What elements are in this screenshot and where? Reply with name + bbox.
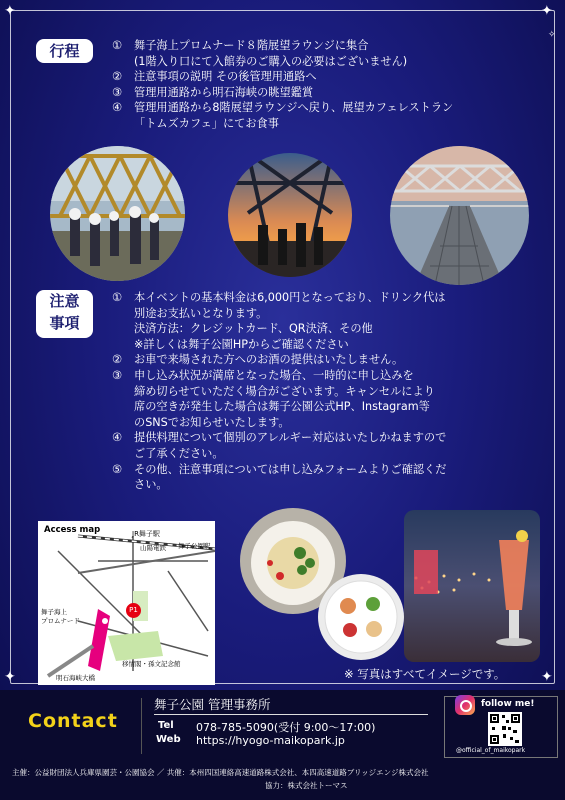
item-text: さい。 (134, 478, 168, 492)
notes-list-item (112, 368, 542, 384)
notes-list-item (112, 352, 542, 368)
appetizer-plate-photo (318, 574, 404, 660)
web-url-link[interactable]: https://hyogo-maikopark.jp (196, 734, 345, 747)
tel-value[interactable]: 078-785-5090(受付 9:00～17:00) (196, 721, 376, 734)
photo-disclaimer: ※ 写真はすべてイメージです。 (344, 667, 506, 681)
map-parking-badge: P1 (126, 603, 141, 618)
itinerary-list (112, 38, 542, 132)
item-number: ④ (112, 431, 123, 445)
itinerary-list-item (112, 69, 542, 85)
notes-list-item (112, 477, 542, 493)
item-text: (1階入り口にて入館券のご購入の必要はございません) (134, 54, 408, 68)
notes-label-line2: 事項 (49, 314, 80, 332)
access-map (38, 521, 215, 685)
itinerary-list-item (112, 54, 542, 70)
notes-list-item (112, 321, 542, 337)
item-number: ② (112, 70, 123, 84)
notes-list-item (112, 446, 542, 462)
map-sanyo-line: 山陽電鉄 (140, 544, 166, 552)
item-text: 本イベントの基本料金は6,000円となっており、ドリンク代は (134, 291, 446, 304)
contact-divider (141, 698, 142, 754)
item-text: のSNSでお知らせいたします。 (134, 415, 290, 429)
item-number: ⑤ (112, 462, 123, 476)
item-text: その他、注意事項については申し込みフォームよりご確認くだ (134, 462, 447, 476)
itinerary-list-item (112, 38, 542, 54)
sparkle-icon: ✧ (548, 30, 556, 40)
item-text: ※詳しくは舞子公園HPからご確認ください (134, 337, 349, 351)
item-number: ③ (112, 368, 123, 382)
walkway-group-photo (50, 146, 185, 281)
instagram-handle: @official_of_maikopark (456, 747, 526, 754)
notes-list-item (112, 306, 542, 322)
notes-list-item (112, 430, 542, 446)
notes-label (36, 290, 93, 338)
contact-org: 舞子公園 管理事務所 (154, 697, 271, 712)
map-jr-station: JR舞子駅 (132, 530, 160, 538)
follow-text: follow me! (481, 699, 535, 709)
contact-underline (154, 714, 428, 715)
notes-list-item (112, 290, 542, 306)
footer (0, 762, 565, 800)
notes-list-item (112, 384, 542, 400)
map-title: Access map (44, 525, 101, 535)
item-number: ③ (112, 85, 123, 99)
notes-list-item (112, 399, 542, 415)
footer-cooperation: 協力：株式会社トーマス (265, 781, 348, 790)
notes-label-line1: 注意 (49, 292, 80, 310)
item-text: 注意事項の説明 その後管理用通路へ (134, 70, 317, 84)
itinerary-list-item (112, 85, 542, 101)
contact-heading: Contact (28, 710, 118, 732)
contact-bar (0, 690, 565, 762)
item-text: 管理用通路から8階展望ラウンジへ戻り、展望カフェレストラン (134, 101, 454, 115)
sunset-bridge-photo (228, 153, 352, 277)
item-text: 申し込み状況が満席となった場合、一時的に申し込みを (134, 368, 414, 382)
notes-list-item (112, 415, 542, 431)
grating-walkway-photo (390, 146, 529, 285)
sparkle-icon: ✦ (541, 3, 553, 19)
instagram-icon[interactable] (455, 695, 475, 715)
sparkle-icon: ✦ (4, 3, 16, 19)
itinerary-list-item (112, 100, 542, 116)
item-text: お車で来場された方へのお酒の提供はいたしません。 (134, 353, 404, 367)
notes-list (112, 290, 542, 493)
map-jojokaku: 移情閣・孫文記念館 (122, 660, 181, 668)
item-text: 管理用通路から明石海峡の眺望鑑賞 (134, 85, 314, 99)
map-sanyo-station: 舞子公園駅 (178, 542, 211, 550)
item-text: 席の空きが発生した場合は舞子公園公式HP、Instagram等 (134, 400, 430, 414)
item-text: ご了承ください。 (134, 446, 224, 460)
item-text: 「トムズカフェ」にてお食事 (134, 116, 279, 130)
item-text: 提供料理について個別のアレルギー対応はいたしかねますので (134, 431, 447, 445)
item-number: ④ (112, 101, 123, 115)
item-number: ② (112, 353, 123, 367)
tel-label: Tel (158, 720, 174, 731)
item-text: 別途お支払いとなります。 (134, 306, 268, 320)
night-view-drink-photo (404, 510, 540, 662)
item-number: ① (112, 291, 123, 304)
map-promenade-2: プロムナード (41, 617, 80, 625)
web-label: Web (156, 734, 181, 745)
sparkle-icon: ✦ (541, 669, 553, 685)
item-text: 舞子海上プロムナード８階展望ラウンジに集合 (134, 39, 369, 52)
item-text: 締め切らせていただく場合がございます。キャンセルにより (134, 384, 435, 398)
map-promenade-1: 舞子海上 (41, 608, 67, 616)
qr-code-icon[interactable] (488, 712, 522, 746)
notes-list-item (112, 462, 542, 478)
itinerary-label: 行程 (36, 39, 93, 63)
sparkle-icon: ✦ (4, 669, 16, 685)
item-text: 決済方法：クレジットカード、QR決済、その他 (134, 322, 373, 336)
map-akashi-bridge: 明石海峡大橋 (56, 674, 95, 682)
itinerary-list-item (112, 116, 542, 132)
footer-organizers: 主催：公益財団法人兵庫県園芸・公園協会 ／ 共催：本州四国連絡高速道路株式会社、本四高速道路ブリッジエンジ株式会社 (12, 768, 429, 777)
item-number: ① (112, 39, 123, 52)
notes-list-item (112, 337, 542, 353)
